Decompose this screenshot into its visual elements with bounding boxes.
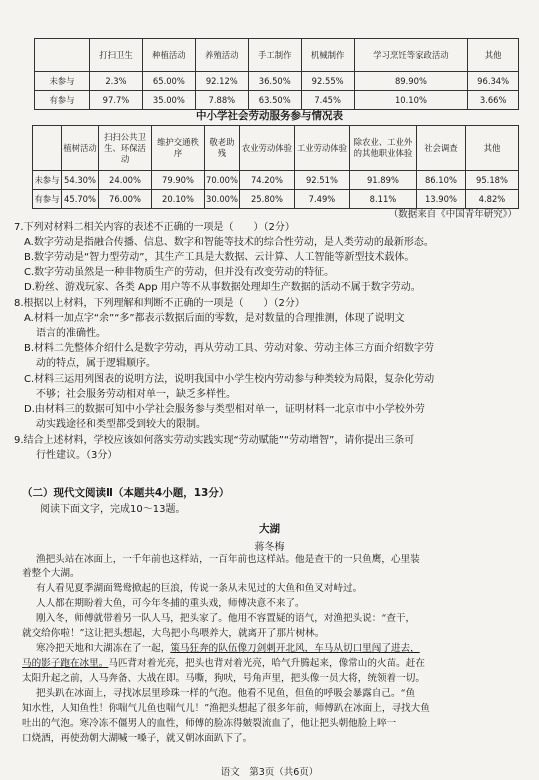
paragraph-line (22, 657, 425, 671)
table-row (35, 72, 519, 91)
table-cell: 未参与 (35, 72, 90, 91)
table-header-cell: 养殖活动 (195, 39, 248, 72)
table-header-cell: 维护交通秩序 (152, 126, 205, 171)
table-cell: 54.30% (62, 171, 99, 190)
data-source: （数据来自《中国青年研究》） (388, 209, 517, 220)
option-text: A.材料一加点字“余”“多”都表示数据后面的零数，是对数量的合理推测，体现了说明文 (24, 313, 405, 324)
paragraph-line: 把头趴在冰面上，寻找冰层里珍珠一样的气泡。他看不见鱼，但鱼的呼吸会暴露自己。“鱼 (36, 688, 416, 699)
option-text: 动实践途径和类型都受到较大的限制。 (36, 419, 206, 430)
table-header-cell: 除农业、工业外的其他职业体验 (349, 126, 416, 171)
table-header-cell: 敬老助残 (205, 126, 240, 171)
table-cell: 4.82% (465, 190, 518, 209)
table-cell: 25.80% (239, 190, 294, 209)
table-cell: 有参与 (33, 190, 62, 209)
paragraph-line: 口烧酒，再使劲朝大湖喊一嗓子，就又朝冰面趴下了。 (22, 733, 253, 744)
option-text: D.由材料三的数据可知中小学社会服务参与类型相对单一，证明材料一北京市中小学校外劳 (24, 404, 425, 415)
labor-participation-table (34, 38, 519, 110)
table-cell: 86.10% (416, 171, 465, 190)
table-cell: 63.50% (248, 91, 301, 110)
section-title: （二）现代文阅读Ⅱ（本题共4小题，13分） (22, 487, 230, 499)
table-header-cell (35, 39, 90, 72)
paragraph-line: 着整个大湖。 (22, 568, 80, 579)
table-cell: 36.50% (248, 72, 301, 91)
table-cell: 76.00% (99, 190, 152, 209)
table-cell: 3.66% (468, 91, 519, 110)
table-header-cell (33, 126, 62, 171)
option-text: 语言的准确性。 (36, 328, 106, 339)
table-header-cell: 农业劳动体验 (239, 126, 294, 171)
paragraph-text: 寒冷把天地和大湖冻在了一起， (36, 643, 171, 654)
table-header-cell: 种植活动 (142, 39, 195, 72)
paragraph-text: 马匹背对着光亮，把头也背对着光亮，哈气升腾起来，像常山的火苗。赶在 (108, 658, 425, 669)
table-cell: 91.89% (349, 171, 416, 190)
underlined-sentence: 策马狂奔的队伍像刀剑刺开北风，车马从切口里闯了进去， (170, 643, 420, 654)
paragraph-line: 知水性，人知鱼性！你喘气儿鱼也喘气儿！”渔把头想起了很多年前，师傅趴在冰面上，寻找大鱼 (22, 703, 430, 714)
question-text: 行性建议。（3分） (36, 450, 118, 461)
paragraph-line (36, 642, 420, 656)
paragraph-line: 就交给你啦！”这让把头想起，大鸟把小鸟喂养大，就离开了那片树林。 (22, 628, 325, 639)
table-cell: 74.20% (239, 171, 294, 190)
option-text: C.材料三运用列图表的说明方法，说明我国中小学生校内劳动参与种类较为局限，复杂化劳动 (24, 374, 435, 385)
table-cell: 45.70% (62, 190, 99, 209)
page-footer: 语文 第3页（共6页） (220, 767, 319, 778)
article-title: 大湖 (259, 523, 280, 535)
table-cell: 20.10% (152, 190, 205, 209)
question-8: 8.根据以上材料，下列理解和判断不正确的一项是（ ）（2分） (14, 298, 305, 309)
table-cell: 30.00% (205, 190, 240, 209)
table-row (35, 91, 519, 110)
table-cell: 13.90% (416, 190, 465, 209)
table-header-cell: 扫扫公共卫生、环保活动 (99, 126, 152, 171)
table-cell: 95.18% (465, 171, 518, 190)
table-header-row (33, 126, 519, 171)
table-cell: 7.45% (301, 91, 354, 110)
option-text: A.数字劳动是指融合传播、信息、数字和智能等技术的综合性劳动，是人类劳动的最新形态。 (24, 237, 434, 248)
table-cell: 92.55% (301, 72, 354, 91)
social-labor-table (32, 125, 519, 209)
table-cell: 92.51% (294, 171, 349, 190)
table-header-cell: 工业劳动体验 (294, 126, 349, 171)
paragraph-line: 渔把头站在冰面上，一千年前也这样站，一百年前也这样站。他是查干的一只鱼鹰，心里装 (36, 554, 420, 565)
article-author: 蒋冬梅 (254, 542, 285, 553)
option-text: 不够；社会服务劳动相对单一，缺乏多样性。 (36, 389, 236, 400)
table-cell: 79.90% (152, 171, 205, 190)
table-cell: 未参与 (33, 171, 62, 190)
table-cell: 7.49% (294, 190, 349, 209)
table-cell: 有参与 (35, 91, 90, 110)
table-header-row (35, 39, 519, 72)
table-header-cell: 机械制作 (301, 39, 354, 72)
table-cell: 35.00% (142, 91, 195, 110)
table-cell: 96.34% (468, 72, 519, 91)
table-title: 中小学社会劳动服务参与情况表 (196, 110, 343, 122)
reading-instruction: 阅读下面文字，完成10～13题。 (40, 504, 186, 515)
table-header-cell: 手工制作 (248, 39, 301, 72)
table-cell: 70.00% (205, 171, 240, 190)
underlined-sentence: 马的影子跑在冰里。 (22, 658, 109, 669)
table-header-cell: 打扫卫生 (90, 39, 143, 72)
table-cell: 10.10% (354, 91, 468, 110)
paragraph-line: 吐出的气泡。寒冷冻不僵男人的血性，师傅的脸冻得皴裂流血了，他让把头朝他脸上啐一 (22, 718, 397, 729)
table-header-cell: 社会调查 (416, 126, 465, 171)
paragraph-line: 有人看见夏季湖面鸳鸯掀起的巨浪，传说一条从未见过的大鱼和鱼叉对峙过。 (36, 583, 363, 594)
paragraph-line: 刚入冬，师傅就带着另一队人马，把头家了。他用不容置疑的语气，对渔把头说：“查干， (36, 613, 416, 624)
table-cell: 97.7% (90, 91, 143, 110)
option-text: 动的特点，属于逻辑顺序。 (36, 358, 156, 369)
question-7: 7.下列对材料二相关内容的表述不正确的一项是（ ）（2分） (14, 222, 295, 233)
paragraph-line: 人人都在期盼着大鱼，可今年冬捕的重头戏，师傅决意不来了。 (36, 598, 305, 609)
table-row (33, 171, 519, 190)
option-text: C.数字劳动虽然是一种非物质生产的劳动，但并没有改变劳动的特征。 (24, 267, 335, 278)
option-text: B.数字劳动是“智力型劳动”，其生产工具是大数据、云计算、人工智能等新型技术载体。 (24, 252, 415, 263)
table-cell: 65.00% (142, 72, 195, 91)
table-cell: 2.3% (90, 72, 143, 91)
table-header-cell: 学习烹饪等家政活动 (354, 39, 468, 72)
question-9: 9.结合上述材料，学校应该如何落实劳动实践实现“劳动赋能”“劳动增智”，请你提出三条可 (14, 435, 415, 446)
table-header-cell: 其他 (465, 126, 518, 171)
table-cell: 92.12% (195, 72, 248, 91)
option-text: D.粉丝、游戏玩家、各类 App 用户等不从事数据处理却生产数据的活动不属于数字劳动。 (24, 282, 421, 293)
table-header-cell: 植树活动 (62, 126, 99, 171)
table-cell: 24.00% (99, 171, 152, 190)
table-header-cell: 其他 (468, 39, 519, 72)
paragraph-line: 太阳升起之前，人马奔备、大战在即。马嘶，狗吠，号角声里，把头像一员大将，统领着一切。 (22, 673, 425, 684)
table-cell: 8.11% (349, 190, 416, 209)
table-cell: 89.90% (354, 72, 468, 91)
table-cell: 7.88% (195, 91, 248, 110)
option-text: B.材料二先整体介绍什么是数字劳动，再从劳动工具、劳动对象、劳动主体三方面介绍数字劳 (24, 343, 435, 354)
